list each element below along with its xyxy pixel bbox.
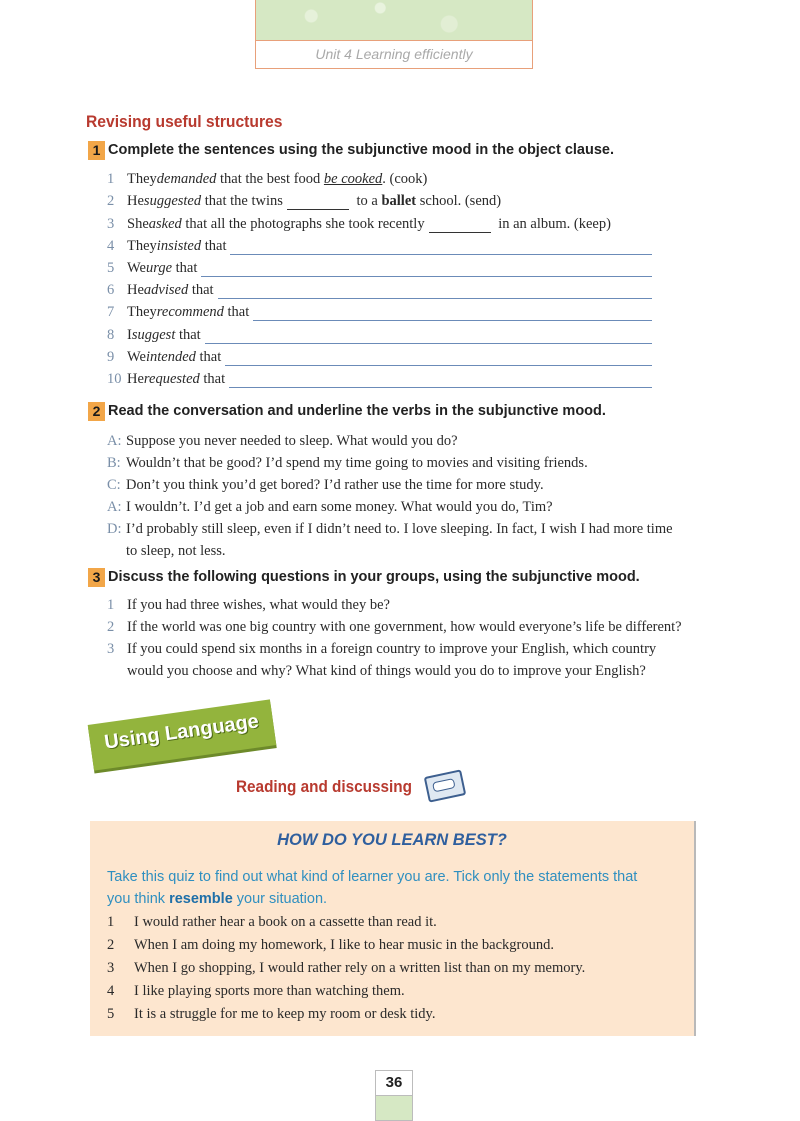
unit-title: Unit 4 Learning efficiently: [315, 46, 473, 62]
list-item: A: I wouldn’t. I’d get a job and earn some money. What would you do, Tim?: [107, 499, 553, 515]
cassette-icon: [424, 769, 467, 802]
list-item: 2 He suggested that the twins to a ballet school. (send): [107, 193, 502, 210]
answer-blank[interactable]: [287, 195, 349, 210]
exercise-1-list: [107, 166, 652, 388]
exercise-2-number: 2: [88, 402, 105, 421]
list-item: would you choose and why? What kind of things would you do to improve your English?: [127, 663, 646, 679]
list-item: D: I’d probably still sleep, even if I didn’t need to. I love sleeping. In fact, I wish I had more time: [107, 521, 673, 537]
list-item: 7 They recommend that: [107, 299, 652, 321]
list-item[interactable]: 2 When I am doing my homework, I like to hear music in the background.: [107, 937, 554, 953]
exercise-1-instruction: Complete the sentences using the subjunctive mood in the object clause.: [108, 142, 614, 158]
using-language-banner: Using Language: [88, 699, 277, 770]
list-item: C: Don’t you think you’d get bored? I’d rather use the time for more study.: [107, 477, 544, 493]
answer-line[interactable]: [230, 240, 652, 255]
list-item[interactable]: 5 It is a struggle for me to keep my room or desk tidy.: [107, 1006, 436, 1022]
list-item: 2 If the world was one big country with one government, how would everyone’s life be different?: [107, 619, 682, 635]
section-title: Revising useful structures: [86, 112, 283, 131]
discussion-questions: [107, 592, 717, 680]
list-item: 8 I suggest that: [107, 321, 652, 343]
conversation: [107, 428, 707, 560]
list-item: A: Suppose you never needed to sleep. What would you do?: [107, 433, 458, 449]
list-item: 4 They insisted that: [107, 233, 652, 255]
unit-header: [255, 0, 533, 69]
list-item[interactable]: 4 I like playing sports more than watching them.: [107, 983, 405, 999]
answer-line[interactable]: [205, 329, 652, 344]
list-item[interactable]: 3 When I go shopping, I would rather rely on a written list than on my memory.: [107, 960, 586, 976]
exercise-3-heading: [88, 567, 640, 587]
answer-line[interactable]: [225, 351, 652, 366]
answer-example: be cooked: [323, 171, 383, 188]
list-item: B: Wouldn’t that be good? I’d spend my time going to movies and visiting friends.: [107, 455, 588, 471]
page-number-box: [375, 1070, 413, 1121]
list-item[interactable]: 1 I would rather hear a book on a cassette than read it.: [107, 914, 437, 930]
list-item: 9 We intended that: [107, 344, 652, 366]
list-item: 5 We urge that: [107, 255, 652, 277]
list-item: 3 She asked that all the photographs she took recently in an album. (keep): [107, 215, 611, 232]
list-item: 6 He advised that: [107, 277, 652, 299]
exercise-1-number: 1: [88, 141, 105, 160]
list-item: 1 If you had three wishes, what would they be?: [107, 597, 390, 613]
list-item: 10 He requested that: [107, 366, 652, 388]
quiz-intro: Take this quiz to find out what kind of learner you are. Tick only the statements that you think resemble your situation.: [107, 869, 638, 907]
list-item: 1 They demanded that the best food be cooked . (cook): [107, 171, 428, 188]
answer-blank[interactable]: [429, 218, 491, 233]
page-number: 36: [376, 1071, 412, 1096]
header-decoration: [256, 0, 532, 41]
answer-line[interactable]: [253, 306, 652, 321]
quiz-title: HOW DO YOU LEARN BEST?: [277, 831, 507, 849]
answer-line[interactable]: [201, 262, 652, 277]
answer-line[interactable]: [218, 284, 652, 299]
list-item: 3 If you could spend six months in a foreign country to improve your English, which country: [107, 641, 657, 657]
exercise-3-number: 3: [88, 568, 105, 587]
exercise-1-heading: [88, 140, 614, 160]
exercise-3-instruction: Discuss the following questions in your groups, using the subjunctive mood.: [108, 569, 640, 585]
answer-line[interactable]: [229, 373, 652, 388]
list-item: to sleep, not less.: [126, 543, 226, 559]
quiz-statements: [107, 908, 585, 1023]
quiz-box: [90, 821, 696, 1036]
exercise-2-heading: [88, 401, 606, 421]
exercise-2-instruction: Read the conversation and underline the verbs in the subjunctive mood.: [108, 403, 606, 419]
reading-title: Reading and discussing: [236, 777, 412, 796]
